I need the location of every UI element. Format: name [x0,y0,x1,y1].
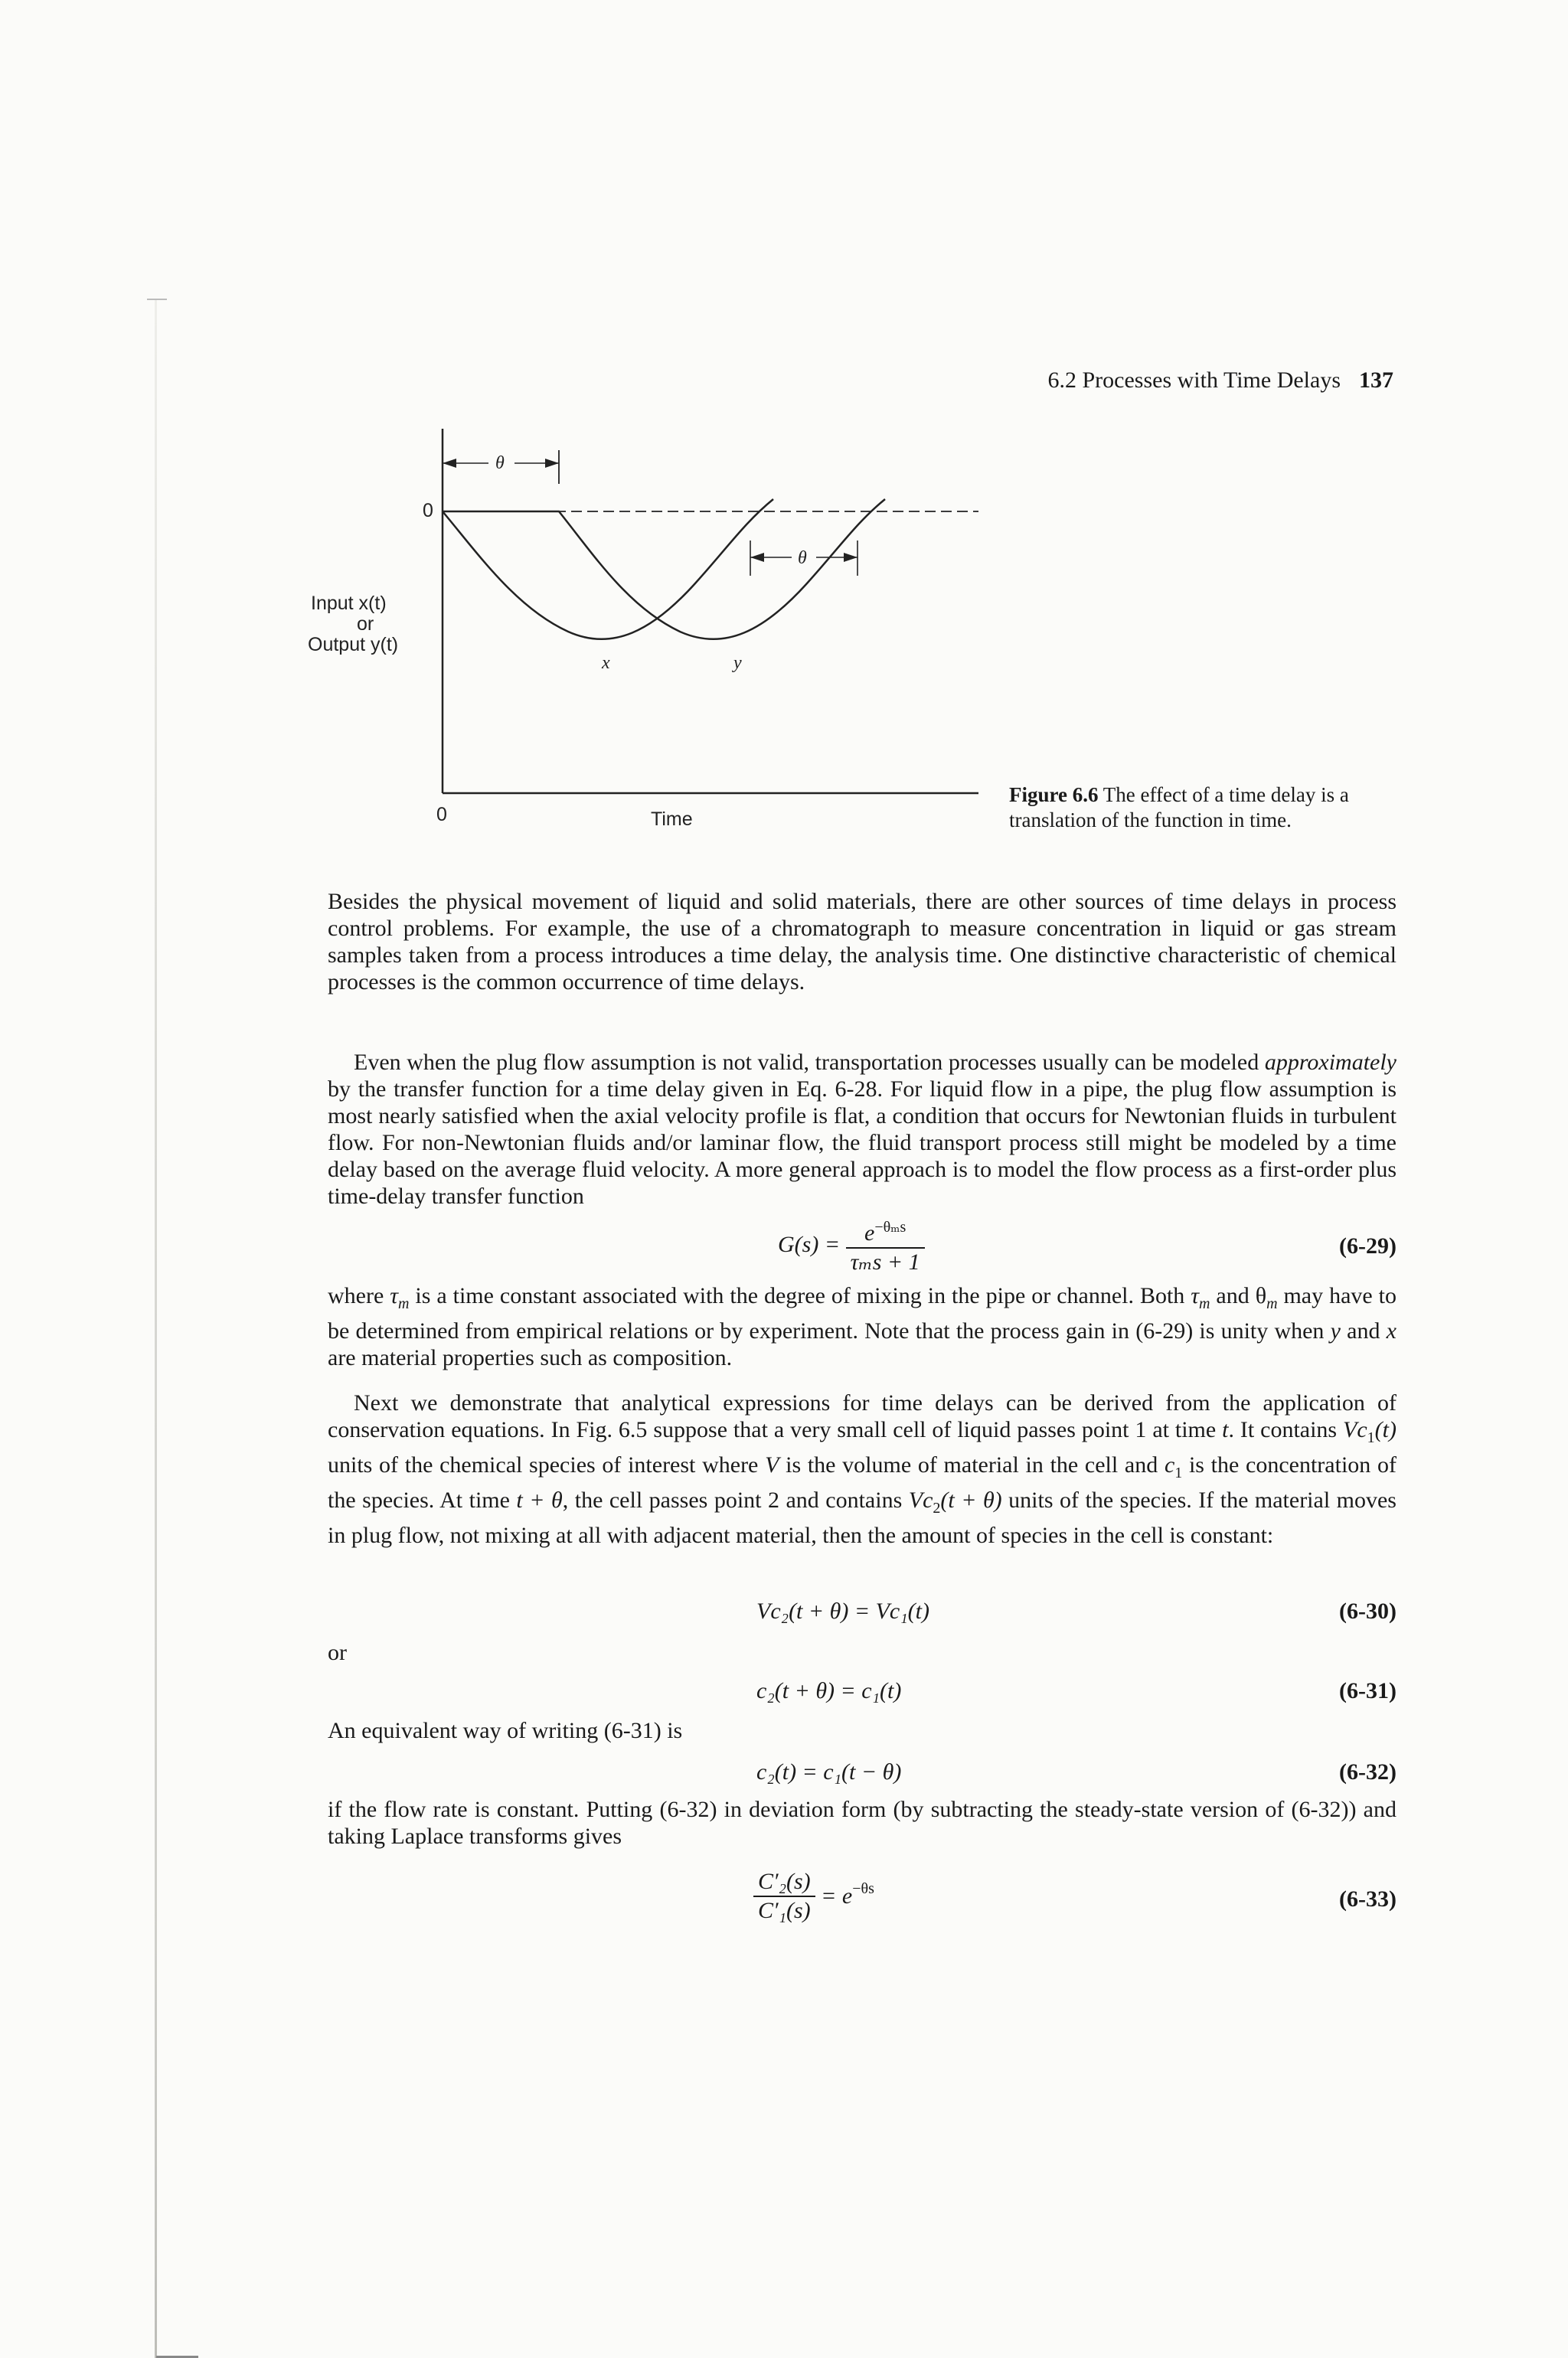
theta-mid-arrowhead-right [844,553,858,562]
caption-text: The effect of a time delay is a translation of the function in time. [1009,783,1349,831]
curve-x-label: x [602,653,610,673]
theta-top-arrowhead-left [443,459,456,468]
page-number: 137 [1359,367,1393,393]
figure-xlabel: Time [651,808,693,827]
figure-ylabel-line3: Output y(t) [308,634,399,655]
caption-label: Figure 6.6 [1009,783,1099,806]
theta-mid-label: θ [798,548,807,568]
equation-6-29-body: G(s) = $\frac{e^{-\theta_ms}}{\text{τₘs + 1}}$ [778,1213,925,1276]
time-delay-figure [306,413,1026,827]
figure-zero-bottom: 0 [436,804,447,825]
curve-x [443,499,773,639]
paragraph-5: if the flow rate is constant. Putting (6-32) in deviation form (by subtracting the steady-state version of (6-32)) and taking Laplace transforms gives [328,1797,1396,1849]
paragraph-4: Next we demonstrate that analytical expressions for time delays can be derived from the application of conservation equations. In Fig. 6.5 suppose that a very small cell of liquid passes point 1 at time t. It contains $Vc_1(t)$ units of the chemical species of interest where V is the volume of material in the cell and $c_1$ is the concentration of the species. At time t + θ, the cell passes point 2 and contains $Vc_2(t + \theta)$ units of the species. If the material moves in plug flow, not mixing at all with adjacent material, then the amount of species in the cell is constant: [328,1390,1396,1548]
equation-6-31-number: (6-31) [1339,1678,1396,1703]
equation-6-31-body: c₂(t + θ) = c₁(t) [756,1678,902,1703]
scan-margin-line [155,299,157,2358]
equation-6-29 [328,1213,1396,1275]
figure-ylabel-line1: Input x(t) [311,593,387,614]
equation-6-29-number: (6-29) [1339,1233,1396,1259]
equation-6-30-body: Vc₂(t + θ) = Vc₁(t) [756,1599,929,1624]
curve-y [443,499,885,639]
equation-6-32-body: c₂(t) = c₁(t − θ) [756,1759,902,1785]
paragraph-1: Besides the physical movement of liquid and solid materials, there are other sources of time delays in process control problems. For example, the use of a chromatograph to measure concentration in liquid or gas stream samples taken from a process introduces a time delay, the analysis time. One distinctive characteristic of chemical processes is the common occurrence of time delays. [328,889,1396,994]
equation-6-33 [328,1868,1396,1937]
theta-top-arrowhead-right [545,459,559,468]
figure-zero-top: 0 [423,500,433,521]
section-title: 6.2 Processes with Time Delays [1047,367,1341,393]
equivalent-text: An equivalent way of writing (6-31) is [328,1718,683,1743]
equation-6-30 [328,1599,1396,1652]
figure-caption [1009,782,1400,833]
curve-y-label: y [733,653,742,673]
theta-mid-arrowhead-left [750,553,764,562]
paragraph-2: Even when the plug flow assumption is not valid, transportation processes usually can be modeled approximately by the transfer function for a time delay given in Eq. 6-28. For liquid flow in a pipe, the plug flow assumption is most nearly satisfied when the axial velocity profile is flat, a condition that occurs for Newtonian fluids in turbulent flow. For non-Newtonian fluids and/or laminar flow, the fluid transport process still might be modeled by a time delay based on the average fluid velocity. A more general approach is to model the flow process as a first-order plus time-delay transfer function [328,1050,1396,1209]
paragraph-3: where $\tau_m$ is a time constant associated with the degree of mixing in the pipe or channel. Both $\tau_m$ and $\theta_m$ may have to be determined from empirical relations or by experiment. Note that the process gain in (6-29) is unity when y and x are material properties such as composition. [328,1283,1396,1370]
equation-6-33-number: (6-33) [1339,1886,1396,1912]
figure-ylabel-line2: or [357,613,374,635]
theta-top-label: θ [495,453,505,473]
running-head [988,367,1393,394]
equation-6-30-number: (6-30) [1339,1599,1396,1624]
equation-6-33-body: $\frac{\text{C′₂(s)}}{\text{C′₁(s)}}$ = $e^{-\theta s}$ [753,1868,874,1925]
equation-6-32-number: (6-32) [1339,1759,1396,1785]
or-text: or [328,1640,347,1665]
